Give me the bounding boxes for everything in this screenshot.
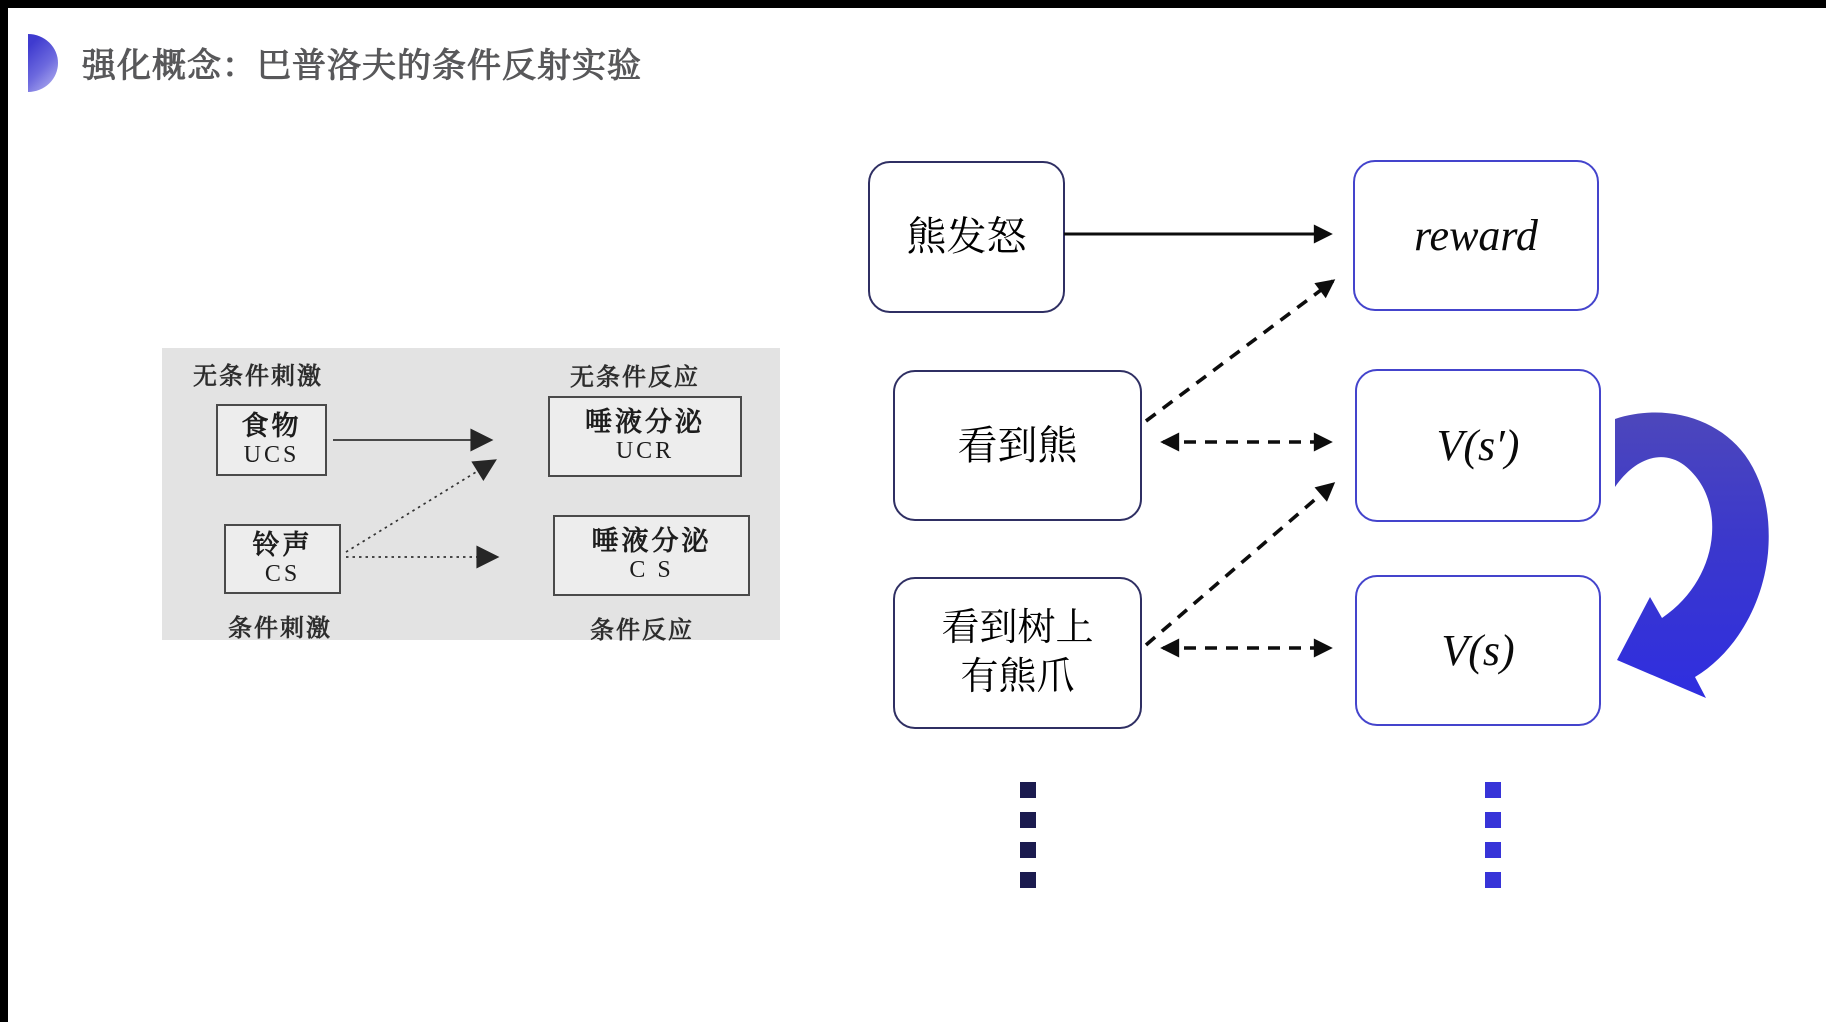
reward-label: reward [1414, 211, 1538, 260]
conditioned-response-label: 条件反应 [590, 617, 694, 644]
bear-angry-node [868, 161, 1065, 313]
see-bear-node [893, 370, 1142, 521]
bear-angry-label: 熊发怒 [906, 215, 1027, 259]
value-next-state-label: V(s′) [1436, 421, 1520, 470]
food-ucs-box [216, 404, 327, 476]
reward-node [1353, 160, 1599, 311]
unconditioned-response-label: 无条件反应 [570, 364, 700, 391]
slide-left-border [0, 0, 8, 1022]
conditioned-stimulus-label: 条件刺激 [228, 615, 332, 642]
saliva-label: 唾液分泌 [585, 407, 705, 438]
value-backup-loop-arrow [1615, 412, 1769, 698]
arrow-see-claw-to-value-next [1146, 484, 1333, 645]
ucr-label: UCR [615, 438, 675, 465]
ucs-label: UCS [243, 441, 300, 468]
slide-top-border [0, 0, 1826, 8]
unconditioned-stimulus-label: 无条件刺激 [193, 363, 323, 390]
bell-label: 铃声 [252, 529, 313, 560]
pavlov-figure [162, 348, 780, 644]
saliva-label-2: 唾液分泌 [591, 526, 712, 557]
ellipsis-dots-values [1485, 782, 1501, 888]
cs-response-label: C S [629, 557, 674, 584]
value-state-label: V(s) [1441, 626, 1515, 675]
see-claw-label-line2: 有熊爪 [960, 656, 1075, 698]
ellipsis-dots-states [1020, 782, 1036, 888]
food-label: 食物 [241, 410, 302, 441]
value-state-node [1355, 575, 1601, 726]
cs-label: CS [264, 560, 301, 587]
value-next-state-node [1355, 369, 1601, 522]
see-bear-label: 看到熊 [957, 423, 1078, 468]
title-bullet-icon [28, 34, 58, 92]
arrow-see-bear-to-reward [1146, 281, 1333, 421]
bell-cs-box [224, 524, 341, 594]
see-claw-node [893, 577, 1142, 729]
saliva-cs-box [553, 515, 750, 596]
saliva-ucr-box [548, 396, 742, 477]
see-claw-label-line1: 看到树上 [941, 606, 1094, 649]
slide-title: 强化概念：巴普洛夫的条件反射实验 [82, 47, 642, 85]
